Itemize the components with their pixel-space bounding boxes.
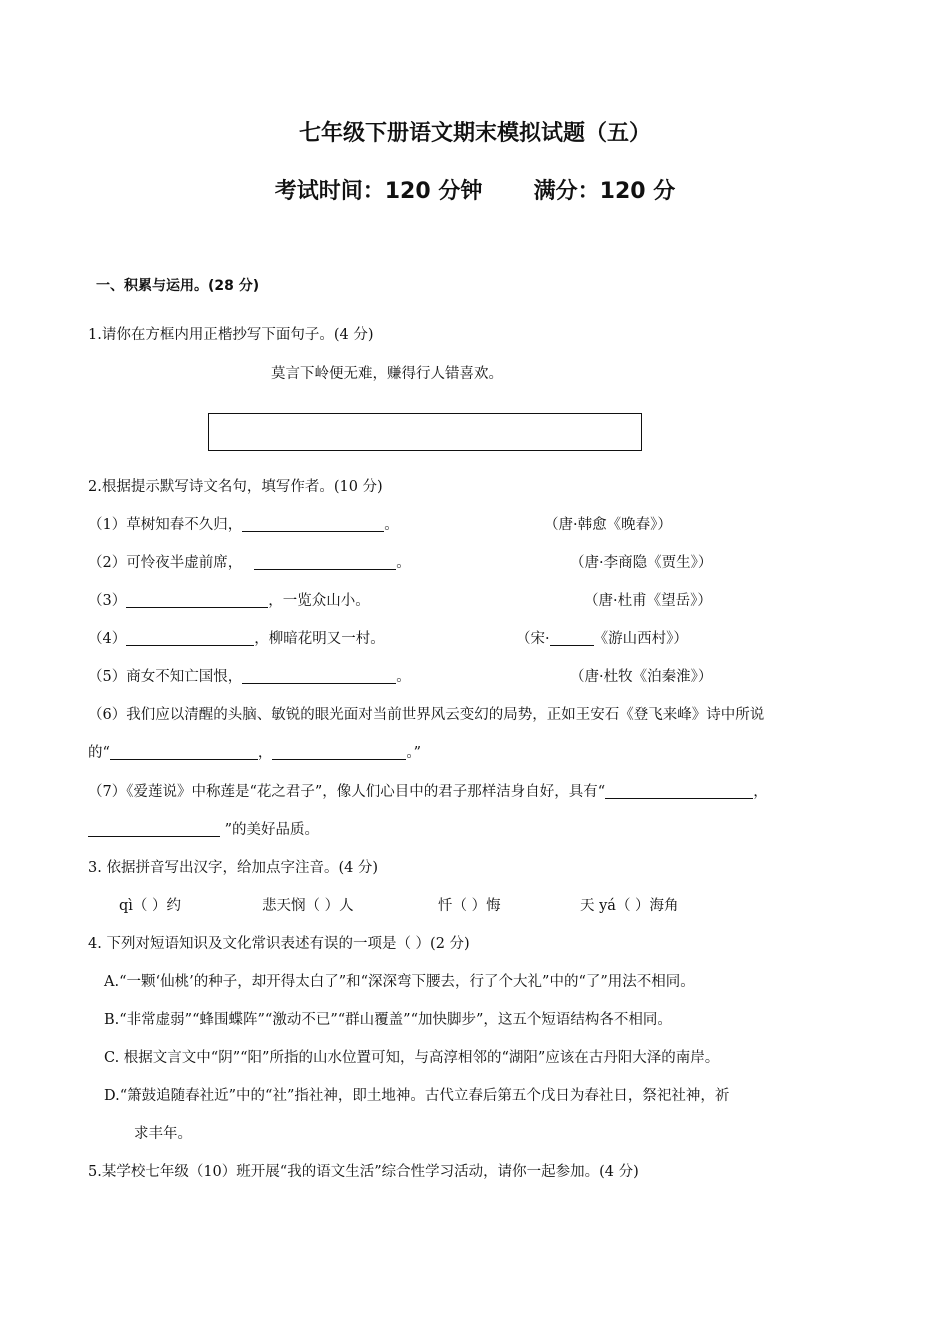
item-text: （7）《爱莲说》中称莲是“花之君子”，像人们心目中的君子那样洁身自好，具有“ <box>88 784 606 800</box>
q3-item: 天 yá（ ）海角 <box>580 898 679 914</box>
q3-item: 悲天悯（ ）人 <box>262 898 354 914</box>
q4-option-c: C. 根据文言文中“阴”“阳”所指的山水位置可知，与高淳相邻的“湖阳”应该在古丹阳大泽的南岸。 <box>104 1050 720 1066</box>
answer-blank[interactable] <box>126 592 268 608</box>
answer-blank[interactable] <box>126 630 254 646</box>
q2-item-2-source: （唐·李商隐《贾生》） <box>570 555 713 571</box>
item-text: 。” <box>406 745 422 761</box>
q4-option-a: A.“一颗‘仙桃’的种子，却开得太白了”和“深深弯下腰去，行了个大礼”中的“了”用法不相同。 <box>104 974 695 990</box>
q4-option-d-line2: 求丰年。 <box>134 1126 192 1142</box>
q2-item-1 <box>88 515 399 535</box>
answer-blank[interactable] <box>88 821 220 837</box>
section-heading: 一、积累与运用。(28 分) <box>96 278 260 294</box>
q2-item-6-line2 <box>88 743 421 763</box>
item-text: （3） <box>88 593 127 609</box>
q2-item-5 <box>88 667 411 687</box>
item-text: ， <box>753 784 768 800</box>
q4-option-b: B.“非常虚弱”“蜂围蝶阵”“激动不已”“群山覆盖”“加快脚步”，这五个短语结构各不相同。 <box>104 1012 672 1028</box>
q2-item-4 <box>88 629 385 649</box>
answer-blank[interactable] <box>242 516 384 532</box>
q2-item-5-source: （唐·杜牧《泊秦淮》） <box>570 669 713 685</box>
item-text: 。 <box>396 669 411 685</box>
item-text: 。 <box>396 555 411 571</box>
q2-item-3 <box>88 591 370 611</box>
q2-item-6-line1: （6）我们应以清醒的头脑、敏锐的眼光面对当前世界风云变幻的局势，正如王安石《登飞来峰》诗中所说 <box>88 707 765 723</box>
q2-item-2 <box>88 553 411 573</box>
q3-item: qì（ ）约 <box>119 898 182 914</box>
item-text: （2）可怜夜半虚前席， <box>88 555 243 571</box>
answer-blank[interactable] <box>605 783 753 799</box>
item-text: 。 <box>384 517 399 533</box>
item-text: （1）草树知春不久归， <box>88 517 243 533</box>
q2-item-4-source <box>516 629 688 649</box>
page-title: 七年级下册语文期末模拟试题（五） <box>298 121 651 146</box>
q4-stem: 4. 下列对短语知识及文化常识表述有误的一项是（ ）(2 分) <box>88 936 470 952</box>
q1-sentence: 莫言下岭便无难，赚得行人错喜欢。 <box>271 366 503 382</box>
q2-stem: 2.根据提示默写诗文名句，填写作者。(10 分) <box>88 479 383 495</box>
author-blank[interactable] <box>550 630 594 646</box>
item-text: （5）商女不知亡国恨， <box>88 669 243 685</box>
item-text: ”的美好品质。 <box>220 822 320 838</box>
exam-time: 考试时间：120 分钟 <box>274 179 483 204</box>
q2-item-1-source: （唐·韩愈《晚春》） <box>544 517 672 533</box>
answer-blank[interactable] <box>254 554 396 570</box>
q4-option-d-line1: D.“箫鼓追随春社近”中的“社”指社神，即土地神。古代立春后第五个戊日为春社日，祭祀社神，祈 <box>104 1088 730 1104</box>
q2-item-7-line1 <box>88 782 768 802</box>
item-text: ，一览众山小。 <box>268 593 370 609</box>
answer-blank[interactable] <box>242 668 396 684</box>
q2-item-7-line2 <box>88 820 319 840</box>
source-text: （宋· <box>516 631 550 647</box>
item-text: ，柳暗花明又一村。 <box>254 631 385 647</box>
q1-stem: 1.请你在方框内用正楷抄写下面句子。(4 分) <box>88 327 374 343</box>
item-text: 的“ <box>88 745 110 761</box>
item-text: ， <box>257 745 273 761</box>
source-text: 《游山西村》） <box>593 631 688 647</box>
item-text: （4） <box>88 631 127 647</box>
answer-box[interactable] <box>208 413 642 451</box>
q3-item: 忏（ ）悔 <box>438 898 501 914</box>
q3-stem: 3. 依据拼音写出汉字，给加点字注音。(4 分) <box>88 860 379 876</box>
q2-item-3-source: （唐·杜甫《望岳》） <box>584 593 712 609</box>
exam-info <box>0 174 950 205</box>
answer-blank[interactable] <box>272 744 406 760</box>
answer-blank[interactable] <box>110 744 258 760</box>
full-score: 满分：120 分 <box>533 179 676 204</box>
q5-stem: 5.某学校七年级（10）班开展“我的语文生活”综合性学习活动，请你一起参加。(4 分) <box>88 1164 639 1180</box>
